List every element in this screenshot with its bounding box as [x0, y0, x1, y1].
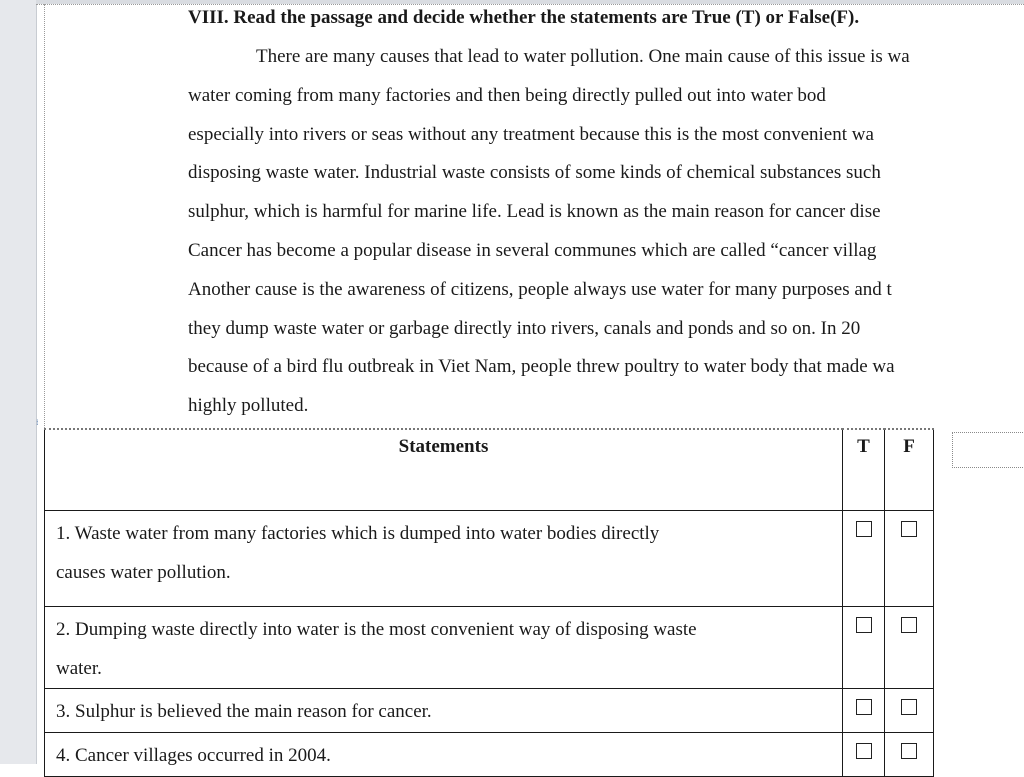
- statements-table: [44, 428, 934, 777]
- statement-cell: [45, 689, 843, 733]
- false-cell: [885, 689, 934, 733]
- text-box-outline: [952, 432, 1024, 468]
- statement-cell: [45, 607, 843, 689]
- passage-line: water coming from many factories and then being directly pulled out into water bod: [188, 84, 826, 106]
- document-body: [188, 4, 1024, 426]
- statement-cell: [45, 733, 843, 777]
- text-boundary-left: [44, 4, 45, 434]
- statement-text: 1. Waste water from many factories which is dumped into water bodies directly: [56, 523, 660, 544]
- true-cell: [843, 607, 885, 689]
- false-header: F: [885, 429, 934, 511]
- exercise-heading: VIII. Read the passage and decide whether the statements are True (T) or False(F).: [188, 7, 860, 28]
- table-move-handle-icon[interactable]: ⁞: [36, 418, 39, 427]
- table-row: [45, 689, 934, 733]
- table-header-row: [45, 429, 934, 511]
- true-checkbox[interactable]: [856, 617, 872, 633]
- vertical-ruler: [0, 0, 37, 764]
- passage-line: highly polluted.: [188, 395, 309, 417]
- passage-line: because of a bird flu outbreak in Viet Nam, people threw poultry to water body that made wa: [188, 356, 895, 378]
- passage-line: disposing waste water. Industrial waste consists of some kinds of chemical substances such: [188, 162, 881, 184]
- true-cell: [843, 733, 885, 777]
- statement-cell: [45, 511, 843, 607]
- true-cell: [843, 511, 885, 607]
- true-cell: [843, 689, 885, 733]
- false-checkbox[interactable]: [901, 617, 917, 633]
- passage-line: sulphur, which is harmful for marine life. Lead is known as the main reason for cancer dise: [188, 201, 881, 223]
- table-row: [45, 733, 934, 777]
- passage-line: Another cause is the awareness of citizens, people always use water for many purposes and t: [188, 278, 892, 300]
- true-checkbox[interactable]: [856, 743, 872, 759]
- false-checkbox[interactable]: [901, 743, 917, 759]
- statement-text: water.: [56, 657, 102, 679]
- false-checkbox[interactable]: [901, 699, 917, 715]
- false-cell: [885, 733, 934, 777]
- table-row: [45, 607, 934, 689]
- table-row: [45, 511, 934, 607]
- true-checkbox[interactable]: [856, 699, 872, 715]
- statement-text: 4. Cancer villages occurred in 2004.: [56, 745, 331, 766]
- passage-line: Cancer has become a popular disease in several communes which are called “cancer villag: [188, 239, 877, 261]
- statement-text: 3. Sulphur is believed the main reason for cancer.: [56, 701, 432, 722]
- false-cell: [885, 607, 934, 689]
- statement-text: causes water pollution.: [56, 561, 231, 583]
- false-checkbox[interactable]: [901, 521, 917, 537]
- passage-line: especially into rivers or seas without any treatment because this is the most convenient wa: [188, 123, 874, 145]
- passage-line: they dump waste water or garbage directly into rivers, canals and ponds and so on. In 20: [188, 317, 861, 339]
- statement-text: 2. Dumping waste directly into water is the most convenient way of disposing waste: [56, 619, 697, 640]
- true-checkbox[interactable]: [856, 521, 872, 537]
- true-header: T: [843, 429, 885, 511]
- false-cell: [885, 511, 934, 607]
- passage-line: There are many causes that lead to water pollution. One main cause of this issue is wa: [256, 46, 910, 67]
- statements-header: Statements: [45, 429, 843, 511]
